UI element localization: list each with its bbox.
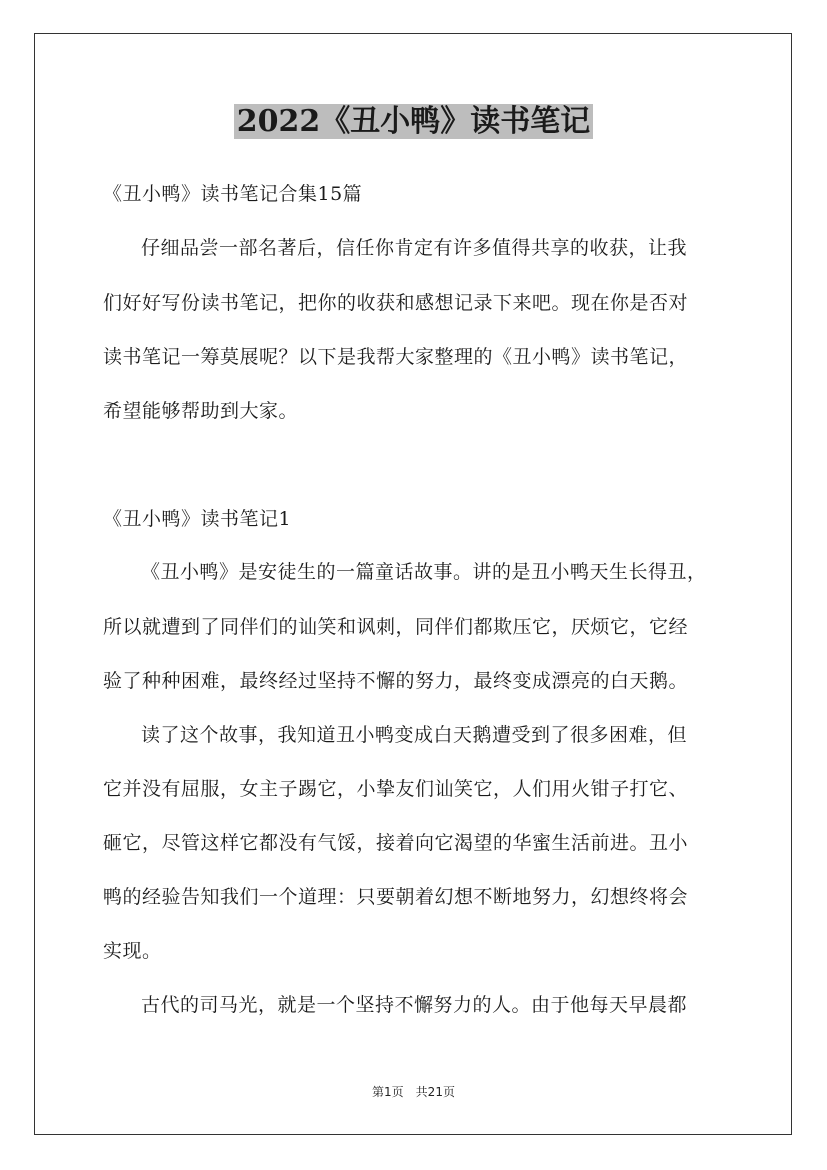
para1-line-1: 《丑小鸭》是安徒生的一篇童话故事。讲的是丑小鸭天生长得丑， [141,561,707,583]
section-heading: 《丑小鸭》读书笔记1 [103,508,292,530]
para1-line-3: 验了种种困难，最终经过坚持不懈的努力，最终变成漂亮的白天鹅。 [103,670,689,692]
para2-line-1: 读了这个故事，我知道丑小鸭变成白天鹅遭受到了很多困难，但 [141,724,688,746]
intro-line-4: 希望能够帮助到大家。 [103,400,299,422]
page-footer: 第1页 共21页 [372,1085,455,1099]
para2-line-4: 鸭的经验告知我们一个道理：只要朝着幻想不断地努力，幻想终将会 [103,886,689,908]
intro-line-1: 仔细品尝一部名著后，信任你肯定有许多值得共享的收获，让我 [141,237,688,259]
para1-line-2: 所以就遭到了同伴们的讪笑和讽刺，同伴们都欺压它，厌烦它，它经 [103,616,689,638]
para3-line-1: 古代的司马光，就是一个坚持不懈努力的人。由于他每天早晨都 [141,994,688,1016]
document-title-text: 2022《丑小鸭》读书笔记 [234,104,594,139]
para2-line-5: 实现。 [103,940,162,962]
document-subtitle: 《丑小鸭》读书笔记合集15篇 [103,183,363,205]
para2-line-2: 它并没有屈服，女主子踢它，小挚友们讪笑它，人们用火钳子打它、 [103,778,689,800]
document-title [0,102,827,142]
intro-line-3: 读书笔记一筹莫展呢？以下是我帮大家整理的《丑小鸭》读书笔记， [103,346,689,368]
para2-line-3: 砸它，尽管这样它都没有气馁，接着向它渴望的华蜜生活前进。丑小 [103,832,689,854]
intro-line-2: 们好好写份读书笔记，把你的收获和感想记录下来吧。现在你是否对 [103,292,689,314]
